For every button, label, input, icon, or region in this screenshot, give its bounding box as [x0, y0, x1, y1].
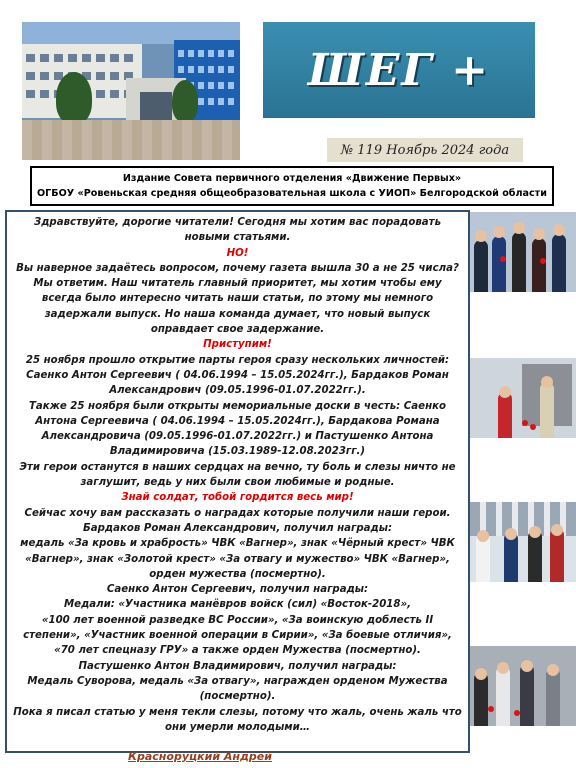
article-author: Красноруцкий Андрей	[128, 750, 272, 763]
article-paragraph: Здравствуйте, дорогие читатели! Сегодня мы хотим вас порадовать новыми статьями.	[33, 217, 442, 244]
article-highlight: Приступим!	[203, 339, 272, 351]
article-paragraph: Эти герои останутся в наших сердцах на вечно, ту боль и слезы ничто не заглушит, ведь у них были свои любимые и родные.	[19, 461, 456, 489]
article-paragraph: Медаль Суворова, медаль «За отвагу», награжден орденом Мужества (посмертно).	[27, 675, 448, 703]
article-body	[5, 210, 470, 753]
publisher-line: ОГБОУ «Ровеньская средняя общеобразовательная школа с УИОП» Белгородской области	[37, 188, 547, 199]
event-photo-4	[470, 646, 576, 726]
school-building-photo	[22, 22, 240, 160]
article-paragraph: Также 25 ноября были открыты мемориальные доски в честь: Саенко Антона Сергеевича ( 04.06.1994 – 15.05.2024гг.), Бардакова Романа Александровича (09.05.1996-01.07.2022гг.) и Пастушенко Антона Владимировича (15.03.1989-12.08.2023гг.)	[28, 400, 447, 458]
article-paragraph: Сейчас хочу вам рассказать о наградах которые получили наши герои.	[24, 507, 451, 519]
publisher-line: Издание Совета первичного отделения «Движение Первых»	[122, 173, 462, 184]
article-paragraph: медаль «За кровь и храбрость» ЧВК «Вагнер», знак «Чёрный крест» ЧВК «Вагнер», знак «Золотой крест» «За отвагу и мужество» ЧВК «Вагнер», орден мужества (посмертно).	[20, 538, 455, 580]
article-paragraph: Медали: «Участника манёвров войск (сил) «Восток-2018»,	[64, 599, 411, 611]
article-paragraph: «100 лет военной разведке ВС России», «За воинскую доблесть II степени», «Участник военной операции в Сирии», «За боевые отличия», «70 лет спецназу ГРУ» а также орден Мужества (посмертно).	[23, 614, 452, 657]
newspaper-title: ШЕГ +	[308, 44, 490, 96]
article-highlight: НО!	[226, 247, 249, 259]
newspaper-logo	[263, 22, 535, 118]
event-photo-3	[470, 502, 576, 582]
article-paragraph: Пастушенко Антон Владимирович, получил награды:	[78, 660, 397, 672]
article-paragraph: Бардаков Роман Александрович, получил награды:	[82, 522, 393, 534]
publisher-box	[30, 166, 554, 206]
article-paragraph: Саенко Антон Сергеевич, получил награды:	[106, 584, 369, 596]
article-paragraph: Пока я писал статью у меня текли слезы, потому что жаль, очень жаль что они умерли молодыми…	[13, 706, 462, 733]
article-paragraph: Вы наверное задаётесь вопросом, почему газета вышла 30 а не 25 числа? Мы ответим. Наш читатель главный приоритет, мы хотим чтобы ему всегда было интересно читать наши статьи, по этому мы немного задержали выпуск. Но наша команда думает, что новый выпуск оправдает свое задержание.	[16, 262, 459, 336]
article-paragraph: 25 ноября прошло открытие парты героя сразу нескольких личностей: Саенко Антон Сергеевич ( 04.06.1994 – 15.05.2024гг.), Бардаков Роман Александрович (09.05.1996-01.07.2022гг.).	[25, 354, 450, 397]
event-photo-1	[470, 212, 576, 292]
article-highlight: Знай солдат, тобой гордится весь мир!	[121, 492, 354, 504]
event-photo-2	[470, 358, 576, 438]
issue-info: № 119 Ноябрь 2024 года	[327, 138, 523, 162]
